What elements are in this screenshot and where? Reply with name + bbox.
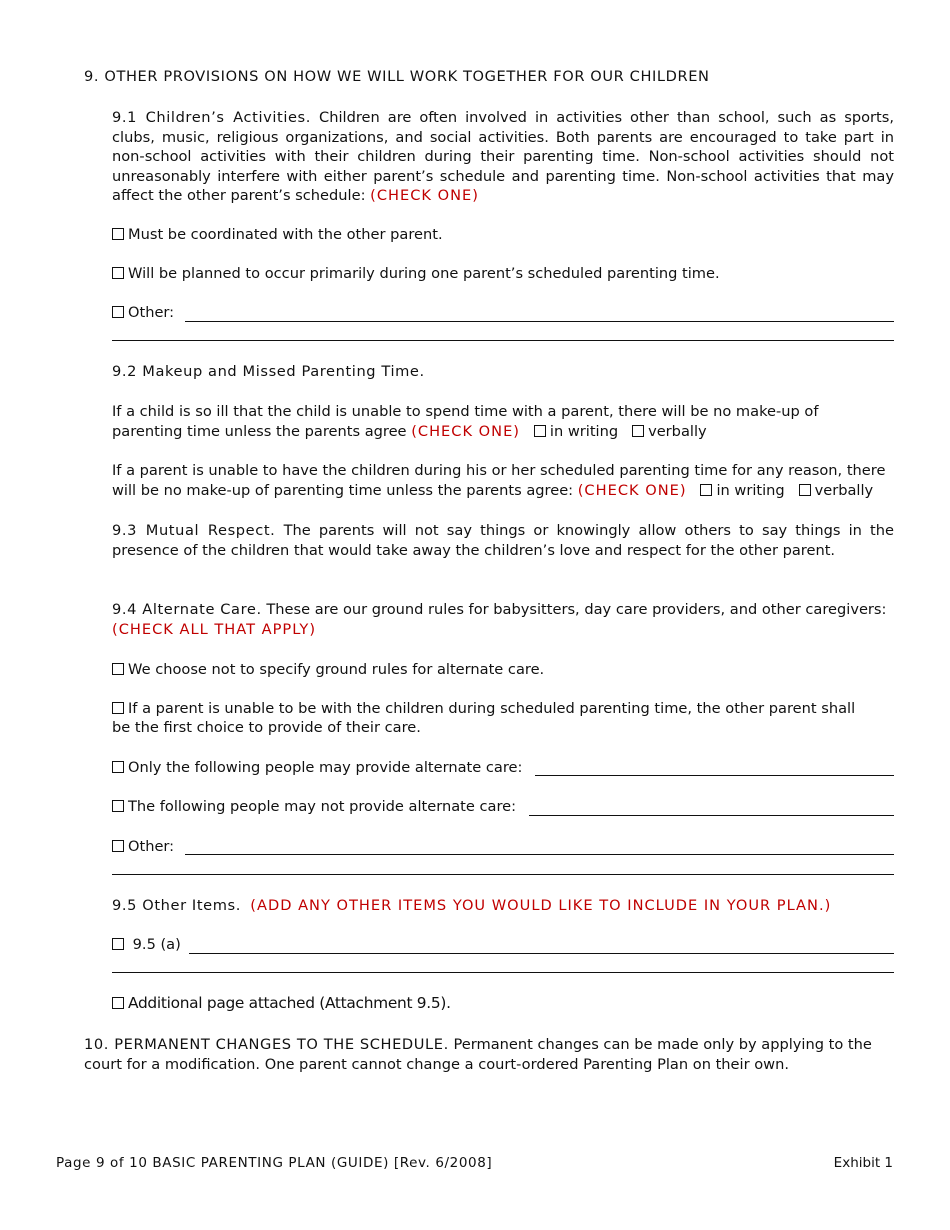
attachment-option: [112, 994, 451, 1014]
section-9-2-p1-line1: If a child is so ill that the child is unable to spend time with a parent, there will be no make-up of: [112, 403, 819, 420]
may-not-input-line[interactable]: [529, 815, 894, 816]
other-9-1-input-line[interactable]: [185, 321, 894, 322]
option-coordinated: [112, 225, 443, 245]
unable-verbally-label: verbally: [814, 482, 874, 499]
section-10-text-line1: Permanent changes can be made only by applying to the: [448, 1036, 872, 1053]
section-9-1-text: Children are often involved in activities other than school, such as sports, clubs, music, religious organizations, and social activities. Both parents are encouraged to take part in non-school activities with their children during their parenting time. Non-school activities should not unreasonably interfere with either parent’s schedule and parenting time. Non-school activities that may affect the other parent’s schedule:: [112, 109, 894, 204]
section-9-4-intro: [112, 600, 886, 620]
option-may-not: [112, 797, 516, 817]
option-may-not-label: The following people may not provide alternate care:: [128, 798, 517, 815]
section-9-2-p2-line1: If a parent is unable to have the children during his or her scheduled parenting time for any reason, there: [112, 462, 886, 479]
checkbox-ill-in-writing[interactable]: [534, 425, 546, 437]
other-9-1-input-line-2[interactable]: [112, 340, 894, 341]
option-only-following-label: Only the following people may provide alternate care:: [128, 759, 523, 776]
item-9-5-a-label: 9.5 (a): [132, 936, 181, 953]
checkbox-only-following[interactable]: [112, 761, 124, 773]
checkbox-ill-verbally[interactable]: [632, 425, 644, 437]
check-one-note-9-2a: (CHECK ONE): [411, 423, 520, 440]
checkbox-coordinated[interactable]: [112, 228, 124, 240]
section-9-4-title: 9.4 Alternate Care.: [112, 601, 262, 618]
item-9-5-a-input-line-2[interactable]: [112, 972, 894, 973]
option-other-9-4-label: Other:: [128, 838, 175, 855]
checkbox-other-9-4[interactable]: [112, 840, 124, 852]
check-all-note: (CHECK ALL THAT APPLY): [112, 621, 317, 638]
section-9-1-title: 9.1 Children’s Activities.: [112, 109, 312, 126]
option-first-choice: [112, 699, 855, 719]
footer-exhibit: Exhibit 1: [833, 1155, 893, 1171]
item-9-5-a-input-line[interactable]: [189, 953, 894, 954]
section-9-2-p2-line2-text: will be no make-up of parenting time unless the parents agree:: [112, 482, 578, 499]
option-other-9-4: [112, 837, 174, 857]
option-other-9-1: [112, 303, 174, 323]
checkbox-other-9-1[interactable]: [112, 306, 124, 318]
option-first-choice-line2: be the first choice to provide of their care.: [112, 719, 421, 736]
option-first-choice-label-line1: If a parent is unable to be with the children during scheduled parenting time, the other parent shall: [128, 700, 856, 717]
section-9-heading: 9. OTHER PROVISIONS ON HOW WE WILL WORK TOGETHER FOR OUR CHILDREN: [84, 68, 710, 85]
check-one-note: (CHECK ONE): [370, 187, 479, 204]
section-9-5-title: 9.5 Other Items.: [112, 897, 241, 914]
checkbox-9-5-a[interactable]: [112, 938, 124, 950]
ill-verbally-label: verbally: [648, 423, 707, 440]
other-9-4-input-line[interactable]: [185, 854, 894, 855]
checkbox-planned[interactable]: [112, 267, 124, 279]
section-9-5-note: (ADD ANY OTHER ITEMS YOU WOULD LIKE TO INCLUDE IN YOUR PLAN.): [250, 897, 832, 914]
section-10-line1: [84, 1035, 872, 1055]
option-no-ground-rules: [112, 660, 544, 680]
section-9-1-paragraph: [112, 108, 894, 206]
check-one-note-9-2b: (CHECK ONE): [577, 482, 687, 499]
section-9-2-title: 9.2 Makeup and Missed Parenting Time.: [112, 363, 425, 380]
section-9-2-p1-line2-text: parenting time unless the parents agree: [112, 423, 412, 440]
option-planned: [112, 264, 720, 284]
attachment-label: Additional page attached (Attachment 9.5).: [128, 994, 451, 1012]
footer-left: Page 9 of 10 BASIC PARENTING PLAN (GUIDE) [Rev. 6/2008]: [56, 1155, 493, 1171]
option-other-9-1-label: Other:: [128, 304, 175, 321]
section-10-line2: court for a modification. One parent cannot change a court-ordered Parenting Plan on their own.: [84, 1056, 789, 1073]
only-following-input-line[interactable]: [535, 775, 894, 776]
option-planned-label: Will be planned to occur primarily during one parent’s scheduled parenting time.: [128, 265, 720, 282]
section-9-3-title: 9.3 Mutual Respect.: [112, 522, 276, 539]
section-9-2-p1-line2: [112, 422, 707, 442]
option-only-following: [112, 758, 522, 778]
checkbox-may-not[interactable]: [112, 800, 124, 812]
section-9-2-p2-line2: [112, 481, 873, 501]
checkbox-no-ground-rules[interactable]: [112, 663, 124, 675]
section-9-3-text: The parents will not say things or knowingly allow others to say things in the presence of the children that would take away the children’s love and respect for the other parent.: [112, 522, 894, 559]
section-9-5-heading: [112, 896, 831, 916]
section-10-title: 10. PERMANENT CHANGES TO THE SCHEDULE.: [84, 1036, 449, 1053]
section-9-3-paragraph: [112, 521, 894, 560]
option-coordinated-label: Must be coordinated with the other parent.: [128, 226, 443, 243]
checkbox-unable-verbally[interactable]: [799, 484, 811, 496]
option-no-ground-rules-label: We choose not to specify ground rules for alternate care.: [128, 661, 545, 678]
item-9-5-a: [112, 935, 181, 955]
unable-in-writing-label: in writing: [716, 482, 785, 499]
checkbox-attachment[interactable]: [112, 997, 124, 1009]
other-9-4-input-line-2[interactable]: [112, 874, 894, 875]
section-9-4-intro-text: These are our ground rules for babysitters, day care providers, and other caregivers:: [261, 601, 887, 618]
checkbox-unable-in-writing[interactable]: [700, 484, 712, 496]
checkbox-first-choice[interactable]: [112, 702, 124, 714]
ill-in-writing-label: in writing: [549, 423, 619, 440]
